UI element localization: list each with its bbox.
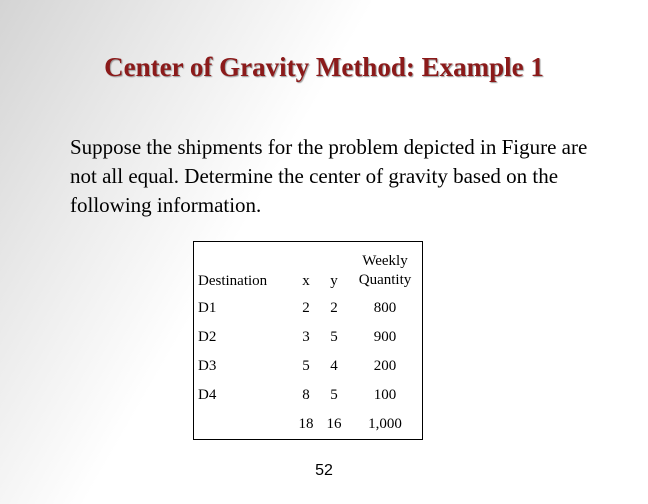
table-header-row: [194, 242, 423, 295]
page-number: 52: [315, 462, 333, 479]
cell-y: 2: [330, 300, 338, 316]
table-row: [194, 352, 423, 381]
totals-row: [194, 410, 423, 440]
cell-destination: D4: [194, 381, 293, 410]
cell-destination: D1: [194, 294, 293, 323]
cell-x: 8: [302, 387, 310, 403]
table-row: [194, 323, 423, 352]
header-weekly-quantity: Weekly Quantity: [348, 242, 423, 295]
body-text: Suppose the shipments for the problem depicted in Figure are not all equal. Determine the center of gravity based on the following information.: [70, 135, 588, 217]
cell-x: 2: [302, 300, 310, 316]
cell-quantity: 900: [348, 323, 423, 352]
cell-destination: D2: [194, 323, 293, 352]
table-row: [194, 294, 423, 323]
header-destination: Destination: [194, 242, 293, 295]
header-x: x: [292, 242, 320, 295]
header-y: y: [320, 242, 348, 295]
table-row: [194, 381, 423, 410]
cell-quantity: 800: [348, 294, 423, 323]
total-x: 18: [292, 410, 320, 440]
shipment-table: [193, 241, 423, 440]
cell-y: 5: [330, 387, 338, 403]
cell-y: 5: [330, 329, 338, 345]
total-quantity: 1,000: [348, 410, 423, 440]
cell-quantity: 200: [348, 352, 423, 381]
cell-y: 4: [330, 358, 338, 374]
slide-title: Center of Gravity Method: Example 1: [104, 52, 544, 82]
cell-x: 5: [302, 358, 310, 374]
cell-x: 3: [302, 329, 310, 345]
cell-totals-label: [194, 410, 293, 440]
total-y: 16: [320, 410, 348, 440]
cell-destination: D3: [194, 352, 293, 381]
cell-quantity: 100: [348, 381, 423, 410]
